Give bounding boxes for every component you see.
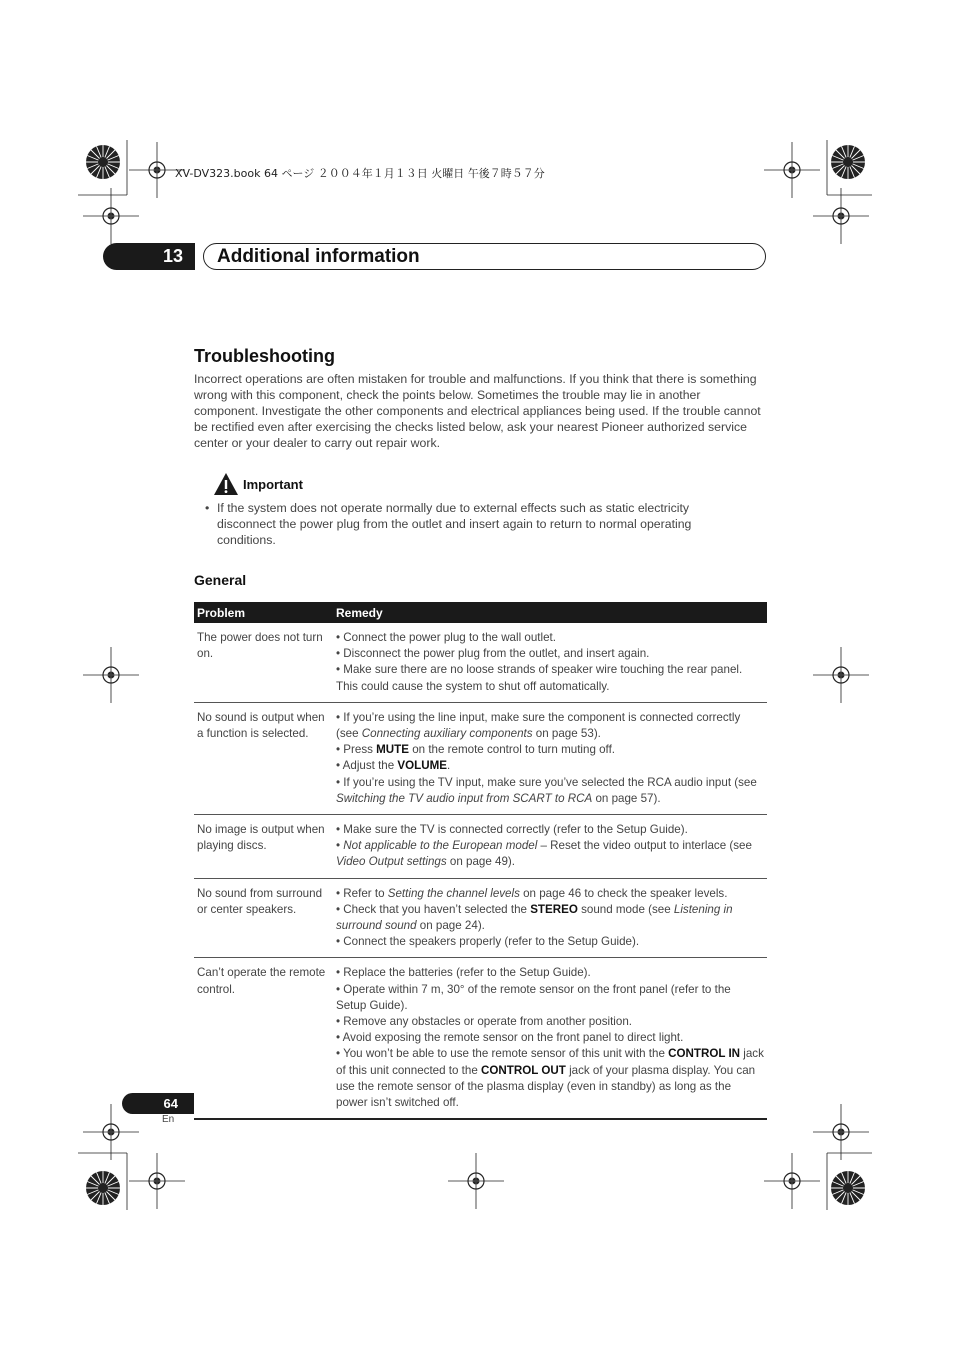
problem-cell: Can’t operate the remote control. [194, 958, 333, 1119]
important-note [205, 500, 750, 548]
remedy-header: Remedy [333, 602, 767, 623]
remedy-item [336, 1030, 764, 1046]
problem-cell: No sound is output when a function is selected. [194, 702, 333, 814]
remedy-text: sound mode (see [577, 902, 674, 916]
important-text: If the system does not operate normally due to external effects such as static electricity disconnect the power plug from the outlet and insert again to return to normal operating conditions. [217, 501, 692, 547]
problem-cell: No image is output when playing discs. [194, 815, 333, 879]
table-row [194, 815, 767, 879]
chapter-title: Additional information [203, 243, 766, 270]
remedy-text: • Adjust the [336, 759, 398, 773]
remedy-item [336, 902, 764, 934]
remedy-text: • Avoid exposing the remote sensor on the front panel to direct light. [336, 1031, 684, 1045]
emphasis-text: STEREO [530, 902, 578, 916]
remedy-item [336, 662, 764, 694]
remedy-item [336, 1014, 764, 1030]
remedy-text: • Check that you haven’t selected the [336, 902, 531, 916]
remedy-text: • You won’t be able to use the remote sensor of this unit with the [336, 1047, 669, 1061]
page-number-badge: 64 [122, 1093, 194, 1114]
remedy-cell [333, 815, 767, 879]
remedy-item [336, 630, 764, 646]
remedy-text: – Reset the video output to interlace (see [537, 839, 752, 853]
remedy-text: • Operate within 7 m, 30° of the remote sensor on the front panel (refer to the Setup Guide). [336, 982, 731, 1012]
remedy-text: • Make sure the TV is connected correctly (refer to the Setup Guide). [336, 823, 688, 837]
table-row [194, 958, 767, 1119]
remedy-text: • If you’re using the line input, make sure the component is connected correctly (see [336, 710, 741, 741]
chapter-number-badge: 13 [103, 243, 195, 270]
remedy-item [336, 838, 764, 870]
remedy-item [336, 758, 764, 774]
remedy-item [336, 1046, 764, 1111]
problem-cell: No sound from surround or center speakers. [194, 878, 333, 958]
warning-icon [213, 472, 239, 496]
remedy-text: . [447, 759, 451, 773]
remedy-text: jack of your plasma display. You can use the remote sensor of the plasma display (even in standby) as long as the power isn’t switched off. [336, 1063, 756, 1110]
problem-cell: The power does not turn on. [194, 623, 333, 702]
remedy-text: on page 49). [446, 855, 515, 869]
remedy-text: • Remove any obstacles or operate from another position. [336, 1015, 632, 1029]
remedy-text: • Press [336, 743, 377, 757]
remedy-text: on page 53). [532, 727, 601, 741]
remedy-item [336, 965, 764, 981]
emphasis-text: CONTROL IN [668, 1047, 741, 1061]
remedy-item [336, 886, 764, 902]
remedy-cell [333, 623, 767, 702]
remedy-text: on page 57). [592, 791, 661, 805]
emphasis-text: CONTROL OUT [481, 1063, 566, 1077]
remedy-text: • Disconnect the power plug from the outlet, and insert again. [336, 647, 650, 661]
table-header-row [194, 602, 767, 623]
remedy-text: • If you’re using the TV input, make sure you’ve selected the RCA audio input (see [336, 775, 757, 789]
remedy-cell [333, 878, 767, 958]
remedy-item [336, 742, 764, 758]
cross-reference: Video Output settings [336, 855, 447, 869]
remedy-text: • Make sure there are no loose strands of speaker wire touching the rear panel. This could cause the system to shut off automatically. [336, 663, 743, 693]
remedy-text: on the remote control to turn muting off. [409, 743, 616, 757]
important-label: Important [243, 477, 303, 492]
print-slug: XV-DV323.book 64 ページ ２００４年１月１３日 火曜日 午後７時５７分 [175, 167, 545, 180]
remedy-item [336, 710, 764, 742]
remedy-text: • Refer to [336, 886, 388, 900]
remedy-text: • Connect the speakers properly (refer to the Setup Guide). [336, 935, 640, 949]
table-row [194, 878, 767, 958]
remedy-item [336, 982, 764, 1014]
remedy-text: on page 24). [416, 919, 485, 933]
remedy-item [336, 934, 764, 950]
cross-reference: Connecting auxiliary components [361, 727, 533, 741]
cross-reference: Switching the TV audio input from SCART to RCA [336, 791, 593, 805]
table-row [194, 623, 767, 702]
remedy-item [336, 822, 764, 838]
page-language: En [162, 1114, 175, 1125]
remedy-item [336, 646, 764, 662]
cross-reference: Not applicable to the European model [343, 839, 538, 853]
cross-reference: Setting the channel levels [387, 886, 520, 900]
subsection-title: General [194, 572, 247, 588]
cross-reference: Listening in surround sound [336, 902, 733, 933]
remedy-text: on page 46 to check the speaker levels. [519, 886, 728, 900]
emphasis-text: MUTE [376, 743, 409, 757]
troubleshooting-table [194, 602, 767, 1120]
remedy-text: jack of this unit connected to the [336, 1047, 764, 1077]
remedy-text: • Replace the batteries (refer to the Setup Guide). [336, 966, 591, 980]
remedy-cell [333, 958, 767, 1119]
problem-header: Problem [194, 602, 333, 623]
remedy-text: • [336, 839, 344, 853]
remedy-text: • Connect the power plug to the wall outlet. [336, 631, 556, 644]
table-row [194, 702, 767, 814]
intro-paragraph: Incorrect operations are often mistaken for trouble and malfunctions. If you think that there is something wrong with this component, check the points below. Sometimes the trouble may lie in another component. Investigate the other components and electrical appliances being used. If the trouble cannot be rectified even after exercising the checks listed below, ask your nearest Pioneer authorized service center or your dealer to carry out repair work. [194, 372, 761, 450]
remedy-item [336, 775, 764, 807]
emphasis-text: VOLUME [397, 759, 448, 773]
section-title: Troubleshooting [194, 346, 335, 366]
bullet: • [205, 501, 210, 515]
remedy-cell [333, 702, 767, 814]
